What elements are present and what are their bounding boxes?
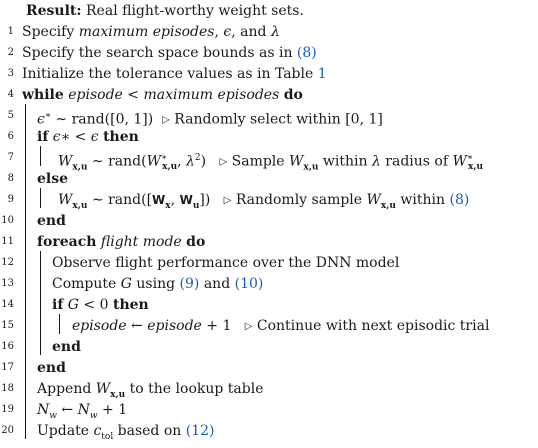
algo-line-12: 12 Observe flight performance over the DNN model bbox=[0, 252, 538, 274]
algo-line-9: 9 $W_{x,u}$ ∼ $rand([W_x$, $W_u$]) ▷ Randomly sample $W_{x,u}$ within (8) bbox=[0, 189, 538, 211]
line-number: 6 bbox=[7, 131, 14, 142]
algo-line-11: 11 foreach flight mode do bbox=[0, 231, 538, 253]
line-number: 18 bbox=[1, 383, 14, 394]
algo-line-8: 8 else bbox=[0, 168, 538, 190]
algo-line-17: 17 end bbox=[0, 357, 538, 379]
while-block-rule bbox=[25, 104, 26, 439]
algo-line-14: 14 if G < 0 then bbox=[0, 294, 538, 316]
algo-line-5: 5 ϵ∗ ∼ rand([0, 1]) ▷ Randomly select within [0, 1] bbox=[0, 105, 538, 127]
algo-line-20: 20 Update $c_{tol}$ based on (12) bbox=[0, 420, 538, 442]
algo-line-13: 13 Compute G using (9) and (10) bbox=[0, 273, 538, 295]
comment-triangle-icon: ▷ bbox=[162, 114, 170, 126]
line-number: 19 bbox=[1, 404, 14, 415]
if-block-rule bbox=[40, 146, 41, 166]
line-number: 17 bbox=[1, 362, 14, 373]
line-number: 7 bbox=[7, 152, 14, 163]
line-number: 8 bbox=[7, 173, 14, 184]
comment-triangle-icon: ▷ bbox=[244, 321, 253, 332]
line-number: 10 bbox=[1, 215, 14, 226]
algo-line-21 bbox=[0, 438, 538, 444]
algo-line-18: 18 Append $W_{x,u}$ to the lookup table bbox=[0, 378, 538, 400]
result-label: Result: bbox=[26, 3, 82, 19]
inner-if-block-rule bbox=[59, 314, 60, 334]
result-text: Real flight-worthy weight sets. bbox=[86, 3, 304, 19]
algo-line-3: 3 Initialize the tolerance values as in Table 1 bbox=[0, 63, 538, 85]
line-number: 2 bbox=[7, 47, 14, 58]
comment-triangle-icon: ▷ bbox=[223, 195, 232, 206]
line-number: 12 bbox=[1, 257, 14, 268]
equation-ref-8[interactable]: (8) bbox=[449, 192, 470, 208]
line-number: 3 bbox=[7, 68, 14, 79]
line-number: 1 bbox=[7, 26, 14, 37]
algo-line-2: 2 Specify the search space bounds as in (8) bbox=[0, 42, 538, 64]
algo-line-15: 15 episode ← episode + 1 ▷ Continue with next episodic trial bbox=[0, 315, 538, 337]
line-number: 5 bbox=[7, 110, 14, 121]
else-block-rule bbox=[40, 188, 41, 208]
algo-line-7: 7 $W_{x,u}$ ∼ $rand(W^∗_{x,u}$, $\lambda^2$) ▷ Sample $W_{x,u}$ within λ radius of $W^∗_{x,u}$ bbox=[0, 147, 538, 169]
line-number: 15 bbox=[1, 320, 14, 331]
comment-triangle-icon: ▷ bbox=[219, 156, 228, 168]
table-ref[interactable]: 1 bbox=[317, 66, 327, 82]
foreach-block-rule bbox=[40, 251, 41, 355]
algo-line-1: 1 Specify maximum episodes, ϵ, and λ bbox=[0, 21, 538, 43]
equation-ref-10[interactable]: (10) bbox=[234, 276, 264, 292]
line-number: 13 bbox=[1, 278, 14, 289]
result-line bbox=[0, 0, 538, 22]
line-number: 14 bbox=[1, 299, 14, 310]
algo-line-10: 10 end bbox=[0, 210, 538, 232]
line-number: 4 bbox=[7, 89, 14, 100]
algo-line-4: 4 while episode < maximum episodes do bbox=[0, 84, 538, 106]
line-number: 9 bbox=[7, 194, 14, 205]
algo-line-16: 16 end bbox=[0, 336, 538, 358]
equation-ref-12[interactable]: (12) bbox=[185, 423, 215, 439]
algo-line-6: 6 if ϵ∗ < ϵ then bbox=[0, 126, 538, 148]
algo-line-19: 19 $N_w$ ← $N_w + 1$ bbox=[0, 399, 538, 421]
line-number: 16 bbox=[1, 341, 14, 352]
line-number: 11 bbox=[1, 236, 14, 247]
line-number: 20 bbox=[1, 425, 14, 436]
equation-ref-9[interactable]: (9) bbox=[179, 276, 200, 292]
equation-ref-8[interactable]: (8) bbox=[296, 45, 317, 61]
